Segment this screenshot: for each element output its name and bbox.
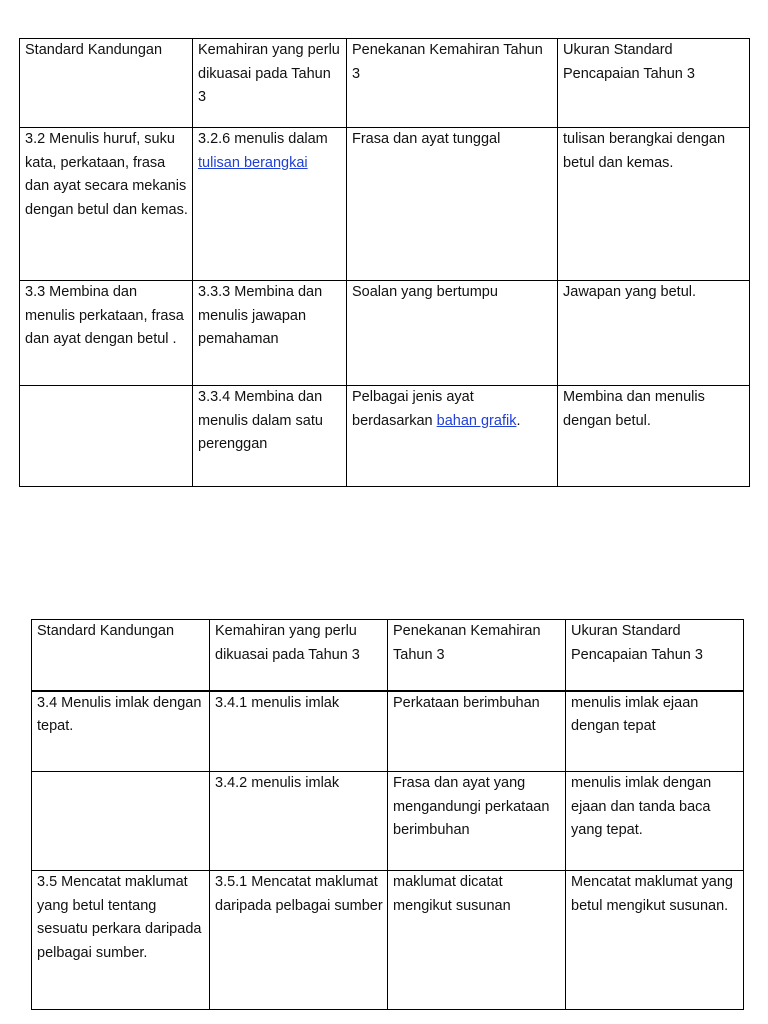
cell-kemahiran-text: 3.2.6 menulis dalam [198, 131, 328, 147]
cell-penekanan: Frasa dan ayat yang mengandungi perkataan berimbuhan [388, 772, 566, 871]
cell-ukuran: menulis imlak ejaan dengan tepat [566, 691, 744, 772]
cell-standard: 3.4 Menulis imlak dengan tepat. [32, 691, 210, 772]
cell-penekanan-text: Pelbagai jenis ayat berdasarkan [352, 389, 474, 429]
cell-kemahiran: 3.3.4 Membina dan menulis dalam satu perenggan [193, 386, 347, 487]
cell-ukuran: menulis imlak dengan ejaan dan tanda baca yang tepat. [566, 772, 744, 871]
cell-kemahiran: 3.4.1 menulis imlak [210, 691, 388, 772]
curriculum-table-1 [19, 38, 750, 487]
header-standard-kandungan: Standard Kandungan [32, 620, 210, 691]
header-standard-kandungan: Standard Kandungan [20, 39, 193, 128]
cell-penekanan: maklumat dicatat mengikut susunan [388, 871, 566, 1010]
table-header-row [32, 620, 744, 691]
table-row [20, 128, 750, 281]
table-row [20, 281, 750, 386]
cell-standard [20, 386, 193, 487]
header-penekanan: Penekanan Kemahiran Tahun 3 [388, 620, 566, 691]
table-row [32, 772, 744, 871]
cell-penekanan [347, 386, 558, 487]
cell-kemahiran: 3.3.3 Membina dan menulis jawapan pemahaman [193, 281, 347, 386]
header-kemahiran: Kemahiran yang perlu dikuasai pada Tahun 3 [210, 620, 388, 691]
cell-ukuran: Jawapan yang betul. [558, 281, 750, 386]
header-penekanan: Penekanan Kemahiran Tahun 3 [347, 39, 558, 128]
cell-ukuran: tulisan berangkai dengan betul dan kemas. [558, 128, 750, 281]
table-row [32, 871, 744, 1010]
cell-kemahiran: 3.5.1 Mencatat maklumat daripada pelbagai sumber [210, 871, 388, 1010]
cell-standard [32, 772, 210, 871]
header-ukuran: Ukuran Standard Pencapaian Tahun 3 [566, 620, 744, 691]
table-row [32, 691, 744, 772]
cell-kemahiran: 3.4.2 menulis imlak [210, 772, 388, 871]
tulisan-berangkai-link[interactable]: tulisan berangkai [198, 154, 308, 171]
cell-standard: 3.5 Mencatat maklumat yang betul tentang sesuatu perkara daripada pelbagai sumber. [32, 871, 210, 1010]
header-kemahiran: Kemahiran yang perlu dikuasai pada Tahun 3 [193, 39, 347, 128]
curriculum-table-2 [31, 619, 744, 1010]
header-ukuran: Ukuran Standard Pencapaian Tahun 3 [558, 39, 750, 128]
table-row [20, 386, 750, 487]
table-header-row [20, 39, 750, 128]
cell-kemahiran [193, 128, 347, 281]
cell-penekanan-suffix: . [516, 412, 521, 429]
cell-penekanan: Frasa dan ayat tunggal [347, 128, 558, 281]
cell-standard: 3.3 Membina dan menulis perkataan, frasa dan ayat dengan betul . [20, 281, 193, 386]
cell-penekanan: Soalan yang bertumpu [347, 281, 558, 386]
cell-standard: 3.2 Menulis huruf, suku kata, perkataan, frasa dan ayat secara mekanis dengan betul dan kemas. [20, 128, 193, 281]
bahan-grafik-link[interactable]: bahan grafik [436, 412, 517, 429]
cell-ukuran: Mencatat maklumat yang betul mengikut susunan. [566, 871, 744, 1010]
cell-ukuran: Membina dan menulis dengan betul. [558, 386, 750, 487]
cell-penekanan: Perkataan berimbuhan [388, 691, 566, 772]
